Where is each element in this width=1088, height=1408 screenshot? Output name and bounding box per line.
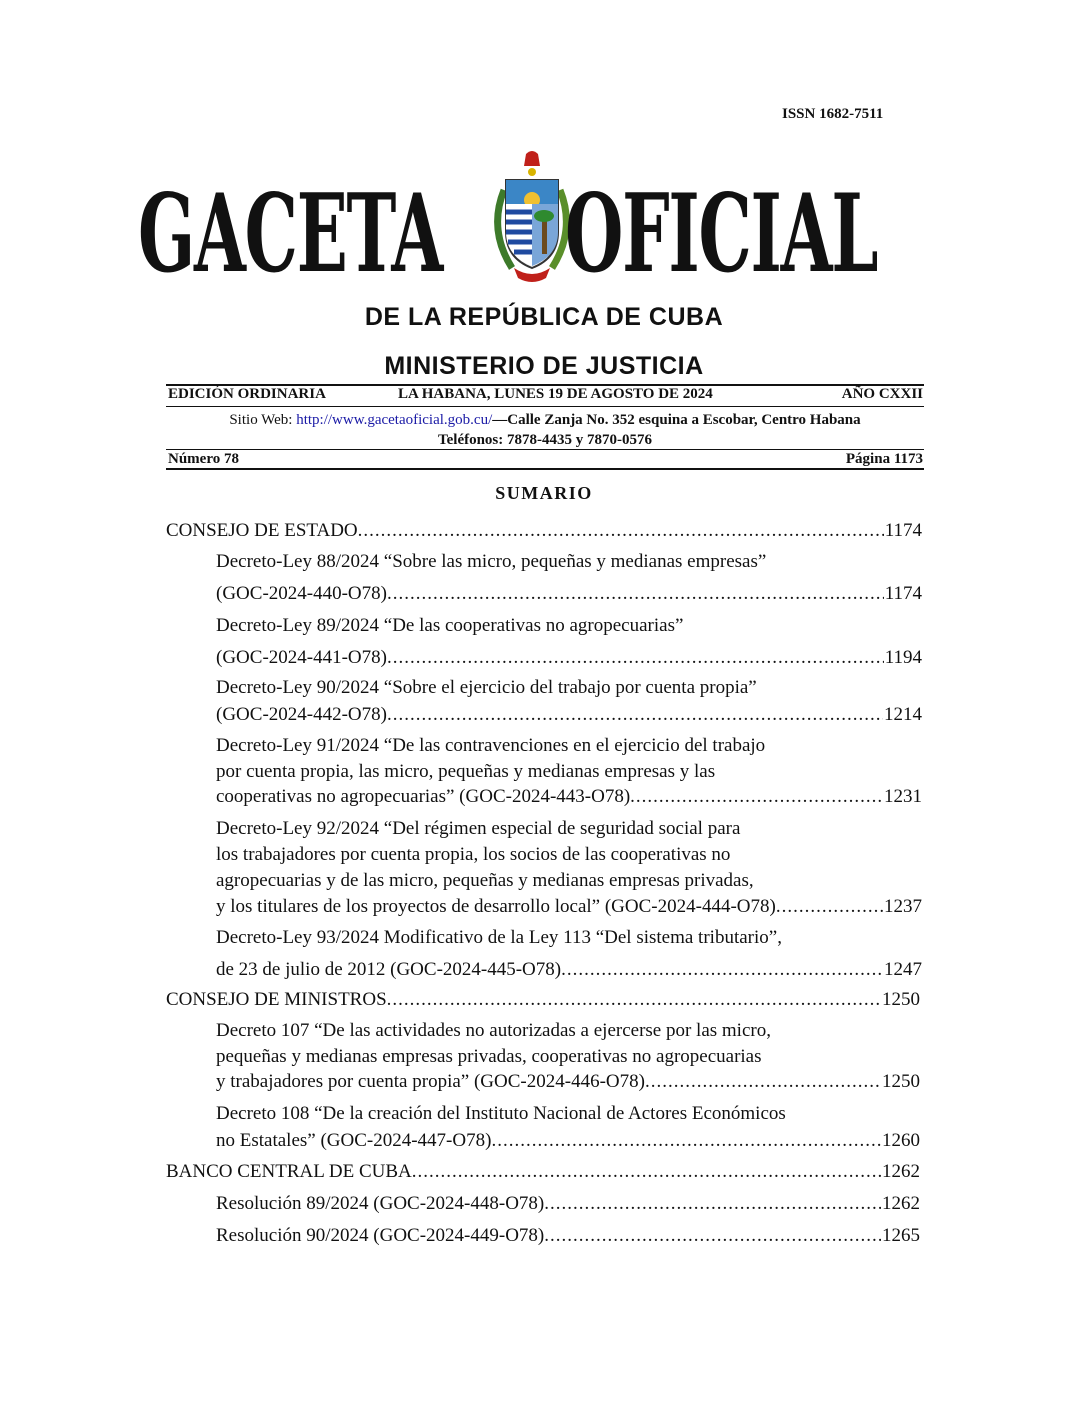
- toc-line: pequeñas y medianas empresas privadas, cooperativas no agropecuarias: [216, 1046, 762, 1067]
- toc-leader: [412, 1161, 881, 1183]
- toc-entry-text: Resolución 90/2024 (GOC-2024-449-O78): [216, 1225, 545, 1246]
- toc-entry-text: (GOC-2024-441-O78): [216, 647, 387, 668]
- edition-rule: [166, 406, 924, 407]
- toc-entry-text: de 23 de julio de 2012 (GOC-2024-445-O78): [216, 959, 562, 980]
- toc-entry-text: Resolución 89/2024 (GOC-2024-448-O78): [216, 1193, 545, 1214]
- masthead-gaceta: GACETA: [138, 171, 443, 297]
- republic-subtitle: DE LA REPÚBLICA DE CUBA: [364, 303, 724, 331]
- website-link[interactable]: http://www.gacetaoficial.gob.cu/: [296, 412, 493, 428]
- toc-leader: [645, 1071, 881, 1093]
- toc-line: los trabajadores por cuenta propia, los socios de las cooperativas no: [216, 844, 731, 865]
- edition-type: EDICIÓN ORDINARIA: [168, 386, 326, 402]
- toc-line: Decreto 107 “De las actividades no autorizadas a ejercerse por las micro,: [216, 1020, 771, 1041]
- toc-page: 1250: [882, 989, 920, 1010]
- toc-entry-decreto-108[interactable]: [216, 1130, 920, 1152]
- toc-page: 1174: [884, 520, 922, 541]
- masthead: [134, 171, 954, 300]
- toc-line: Decreto-Ley 88/2024 “Sobre las micro, pequeñas y medianas empresas”: [216, 551, 767, 572]
- toc-leader: [358, 520, 884, 542]
- toc-page: 1265: [882, 1225, 920, 1246]
- contact-block: [166, 410, 924, 450]
- toc-page: 1231: [884, 786, 922, 807]
- toc-page: 1260: [882, 1130, 920, 1151]
- toc-leader: [544, 1225, 881, 1247]
- toc-entry-decreto-107[interactable]: [216, 1071, 920, 1093]
- edition-date: LA HABANA, LUNES 19 DE AGOSTO DE 2024: [398, 386, 713, 402]
- edition-year: AÑO CXXII: [841, 386, 923, 402]
- toc-line: Decreto-Ley 89/2024 “De las cooperativas no agropecuarias”: [216, 615, 684, 636]
- toc-section-consejo-estado[interactable]: [166, 520, 922, 542]
- toc-entry-text: no Estatales” (GOC-2024-447-O78): [216, 1130, 492, 1151]
- toc-entry-text: y trabajadores por cuenta propia” (GOC-2024-446-O78): [216, 1071, 645, 1092]
- toc-entry-text: BANCO CENTRAL DE CUBA: [166, 1161, 412, 1182]
- toc-entry-decreto-ley-91[interactable]: [216, 786, 922, 808]
- toc-entry-decreto-ley-92[interactable]: [216, 896, 922, 918]
- toc-entry-text: (GOC-2024-442-O78): [216, 704, 387, 725]
- toc-entry-resolucion-90[interactable]: [216, 1225, 920, 1247]
- toc-section-consejo-ministros[interactable]: [166, 989, 920, 1011]
- toc-entry-decreto-ley-89[interactable]: [216, 647, 922, 669]
- toc-entry-decreto-ley-88[interactable]: [216, 583, 922, 605]
- number-rule: [166, 468, 924, 470]
- toc-leader: [630, 786, 883, 808]
- ministry-title: MINISTERIO DE JUSTICIA: [384, 352, 704, 380]
- toc-entry-text: CONSEJO DE MINISTROS: [166, 989, 387, 1010]
- toc-line: Decreto-Ley 93/2024 Modificativo de la Ley 113 “Del sistema tributario”,: [216, 927, 782, 948]
- toc-leader: [387, 647, 884, 669]
- toc-entry-text: CONSEJO DE ESTADO: [166, 520, 358, 541]
- toc-page: 1194: [884, 647, 922, 668]
- toc-leader: [387, 989, 881, 1011]
- toc-entry-resolucion-89[interactable]: [216, 1193, 920, 1215]
- toc-page: 1174: [884, 583, 922, 604]
- toc-page: 1214: [884, 704, 922, 725]
- toc-page: 1247: [884, 959, 922, 980]
- toc-leader: [544, 1193, 881, 1215]
- issn-number: ISSN 1682-7511: [782, 106, 884, 122]
- contact-line: [166, 410, 924, 430]
- toc-entry-text: y los titulares de los proyectos de desarrollo local” (GOC-2024-444-O78): [216, 896, 776, 917]
- toc-line: por cuenta propia, las micro, pequeñas y medianas empresas y las: [216, 761, 716, 782]
- toc-line: Decreto-Ley 90/2024 “Sobre el ejercicio del trabajo por cuenta propia”: [216, 677, 757, 698]
- issue-number: Número 78: [168, 451, 239, 467]
- sumario-title: SUMARIO: [495, 483, 593, 503]
- toc-entry-text: (GOC-2024-440-O78): [216, 583, 387, 604]
- toc-section-banco-central[interactable]: [166, 1161, 920, 1183]
- toc-entry-decreto-ley-93[interactable]: [216, 959, 922, 981]
- masthead-oficial: OFICIAL: [565, 171, 878, 297]
- toc-leader: [491, 1130, 881, 1152]
- web-label: Sitio Web:: [229, 412, 297, 428]
- toc-page: 1262: [882, 1193, 920, 1214]
- toc-page: 1262: [882, 1161, 920, 1182]
- toc-leader: [561, 959, 883, 981]
- toc-line: Decreto 108 “De la creación del Instituto Nacional de Actores Económicos: [216, 1103, 786, 1124]
- toc-page: 1237: [884, 896, 922, 917]
- phones: Teléfonos: 7878-4435 y 7870-0576: [437, 432, 653, 448]
- toc-leader: [387, 704, 883, 726]
- toc-line: Decreto-Ley 91/2024 “De las contravenciones en el ejercicio del trabajo: [216, 735, 766, 756]
- page-number: Página 1173: [845, 451, 923, 467]
- toc-entry-decreto-ley-90[interactable]: [216, 704, 922, 726]
- toc-leader: [776, 896, 883, 918]
- toc-leader: [387, 583, 884, 605]
- toc-entry-text: cooperativas no agropecuarias” (GOC-2024-443-O78): [216, 786, 631, 807]
- contact-rule: [166, 449, 924, 450]
- toc-page: 1250: [882, 1071, 920, 1092]
- toc-line: Decreto-Ley 92/2024 “Del régimen especial de seguridad social para: [216, 818, 741, 839]
- toc-line: agropecuarias y de las micro, pequeñas y medianas empresas privadas,: [216, 870, 754, 891]
- address: —Calle Zanja No. 352 esquina a Escobar, Centro Habana: [492, 412, 861, 428]
